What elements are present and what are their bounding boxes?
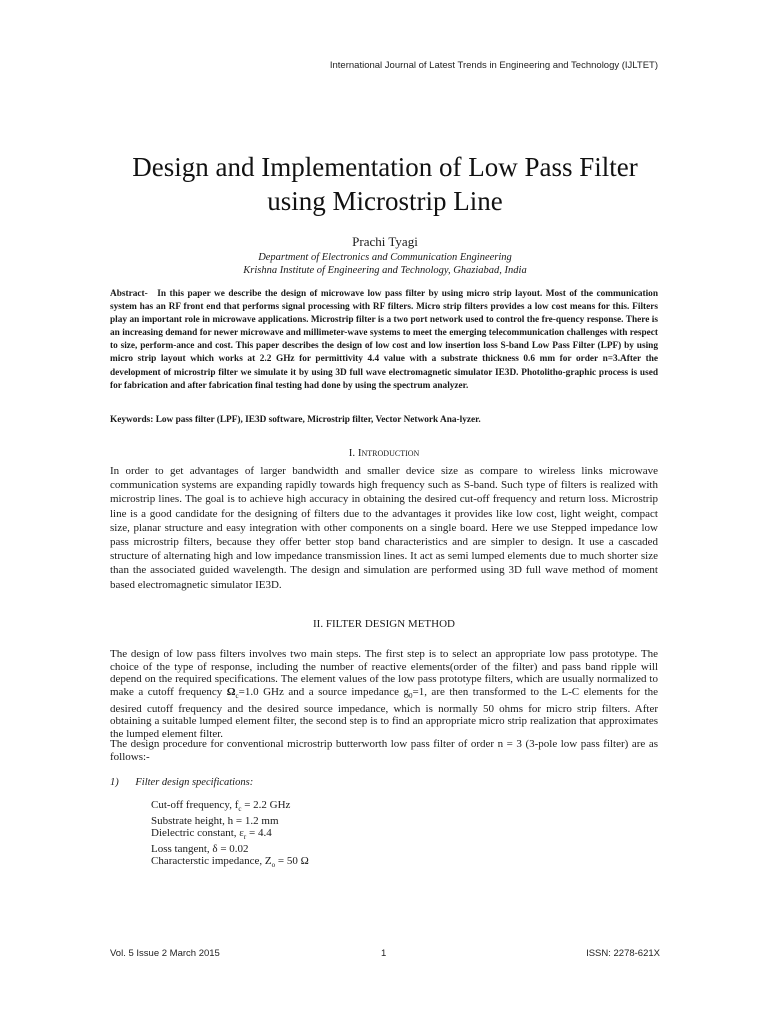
abstract-text: In this paper we describe the design of microwave low pass filter by using micro strip layout. Most of the communication system has an RF front end that performs signal processing with RF filters. Micro strip filters provides a low cost means for this. Filters play an important role in microwave applications. Microstrip filter is a two port network used to control the fre-quency response. There is an increasing demand for newer microwave and millimeter-wave systems to meet the emerging telecommunication challenges with respect to size, perform-ance and cost. This paper describes the design of low cost and low insertion loss S-band Low Pass Filter (LPF) by using micro strip layout which works at 2.2 GHz for permittivity 4.4 value with a substrate thickness 0.6 mm for order n=3.After the development of microstrip filter we simulate it by using 3D full wave electromagnetic simulator IE3D. Photolitho-graphic process is used for fabrication and after fabrication final testing had done by using the spectrum analyzer. xyxy=(110,289,658,391)
paragraph-text-b: =1.0 GHz and a source impedance g xyxy=(238,685,409,698)
spec-subscript: r xyxy=(243,832,247,841)
filter-design-paragraph-1 xyxy=(110,648,658,740)
filter-design-paragraph-2: The design procedure for conventional microstrip butterworth low pass filter of order n = 3 (3-pole low pass filter) are as follows:- xyxy=(110,738,658,763)
author-institute: Krishna Institute of Engineering and Technology, Ghaziabad, India xyxy=(243,265,527,276)
introduction-paragraph: In order to get advantages of larger bandwidth and smaller device size as compare to wireless links microwave communication systems are expanding rapidly towards high frequency such as S-band. Such type of filters is realized with microstrip lines. The goal is to achieve high accuracy in obtaining the desired cut-off frequency and return loss. Microstrip line is a good candidate for the designing of filters due to the advantages it provides like low cost, light weight, compact size, planar structure and easy integration with other components on a single board. Here we use Stepped impedance low pass microstrip filters, because they offer better stop band characteristics and are simpler to design. It use a cascaded structure of alternating high and low impedance transmission lines. It act as semi lumped elements due to much shorter size than the associated guided wavelength. The design and simulation are performed using 3D full wave method of moment based electromagnetic simulator IE3D. xyxy=(110,465,658,591)
spec-cutoff-frequency xyxy=(151,800,551,816)
spec-subscript: o xyxy=(271,860,276,869)
spec-text: Cut-off frequency, f xyxy=(151,799,239,811)
spec-characteristic-impedance xyxy=(151,856,551,872)
spec-value: = 2.2 GHz xyxy=(241,799,291,811)
abstract xyxy=(110,288,658,393)
spec-substrate-height: Substrate height, h = 1.2 mm xyxy=(151,814,279,827)
spec-text: Dielectric constant, ε xyxy=(151,826,244,839)
section-heading-introduction xyxy=(110,447,658,459)
spec-list xyxy=(151,800,551,872)
section-number: I. xyxy=(348,447,356,459)
subsection-title: Filter design specifications: xyxy=(135,777,254,788)
omega-subscript: c xyxy=(235,691,239,700)
footer-page-number: 1 xyxy=(381,948,387,959)
title-line-1: Design and Implementation of Low Pass Filter xyxy=(132,152,638,182)
journal-header: International Journal of Latest Trends in Engineering and Technology (IJLTET) xyxy=(329,60,658,71)
title-line-2: using Microstrip Line xyxy=(267,186,503,216)
footer-volume: Vol. 5 Issue 2 March 2015 xyxy=(110,948,220,959)
spec-text: Characterstic impedance, Z xyxy=(151,854,272,867)
section-title: Introduction xyxy=(357,447,420,459)
g-subscript: 0 xyxy=(408,691,413,700)
omega-symbol: Ω xyxy=(226,685,236,698)
footer-issn: ISSN: 2278-621X xyxy=(586,948,660,959)
spec-dielectric-constant xyxy=(151,828,551,844)
spec-value: = 4.4 xyxy=(246,826,272,839)
subsection-number: 1) xyxy=(110,777,119,788)
spec-subscript: c xyxy=(238,805,242,814)
subsection-heading xyxy=(110,777,658,788)
spec-loss-tangent: Loss tangent, δ = 0.02 xyxy=(151,842,249,855)
section-heading-filter-design: II. FILTER DESIGN METHOD xyxy=(313,618,455,630)
paragraph-text-a: The design of low pass filters involves two main steps. The first step is to select an appropriate low pass prototype. The choice of the type of response, including the number of reactive elements(order of the filter) and pass band ripple will depend on the required specifications. The element values of the low pass prototype filters, which are usually normalized to make a cutoff frequency xyxy=(110,648,658,698)
paragraph-text-c: =1, are then transformed to the L-C elements for the desired cutoff frequency and the desired source impedance, which is normally 50 ohms for micro strip filters. After obtaining a suitable lumped element filter, the second step is to find an appropriate micro strip realization that approximates the lumped element filter. xyxy=(110,685,658,740)
author-name: Prachi Tyagi xyxy=(352,234,418,249)
author-department: Department of Electronics and Communication Engineering xyxy=(258,252,512,263)
keywords: Keywords: Low pass filter (LPF), IE3D software, Microstrip filter, Vector Network Ana-lyzer. xyxy=(110,415,481,425)
abstract-label: Abstract- xyxy=(110,289,148,299)
paper-title xyxy=(90,150,680,218)
spec-value: = 50 Ω xyxy=(275,854,309,867)
